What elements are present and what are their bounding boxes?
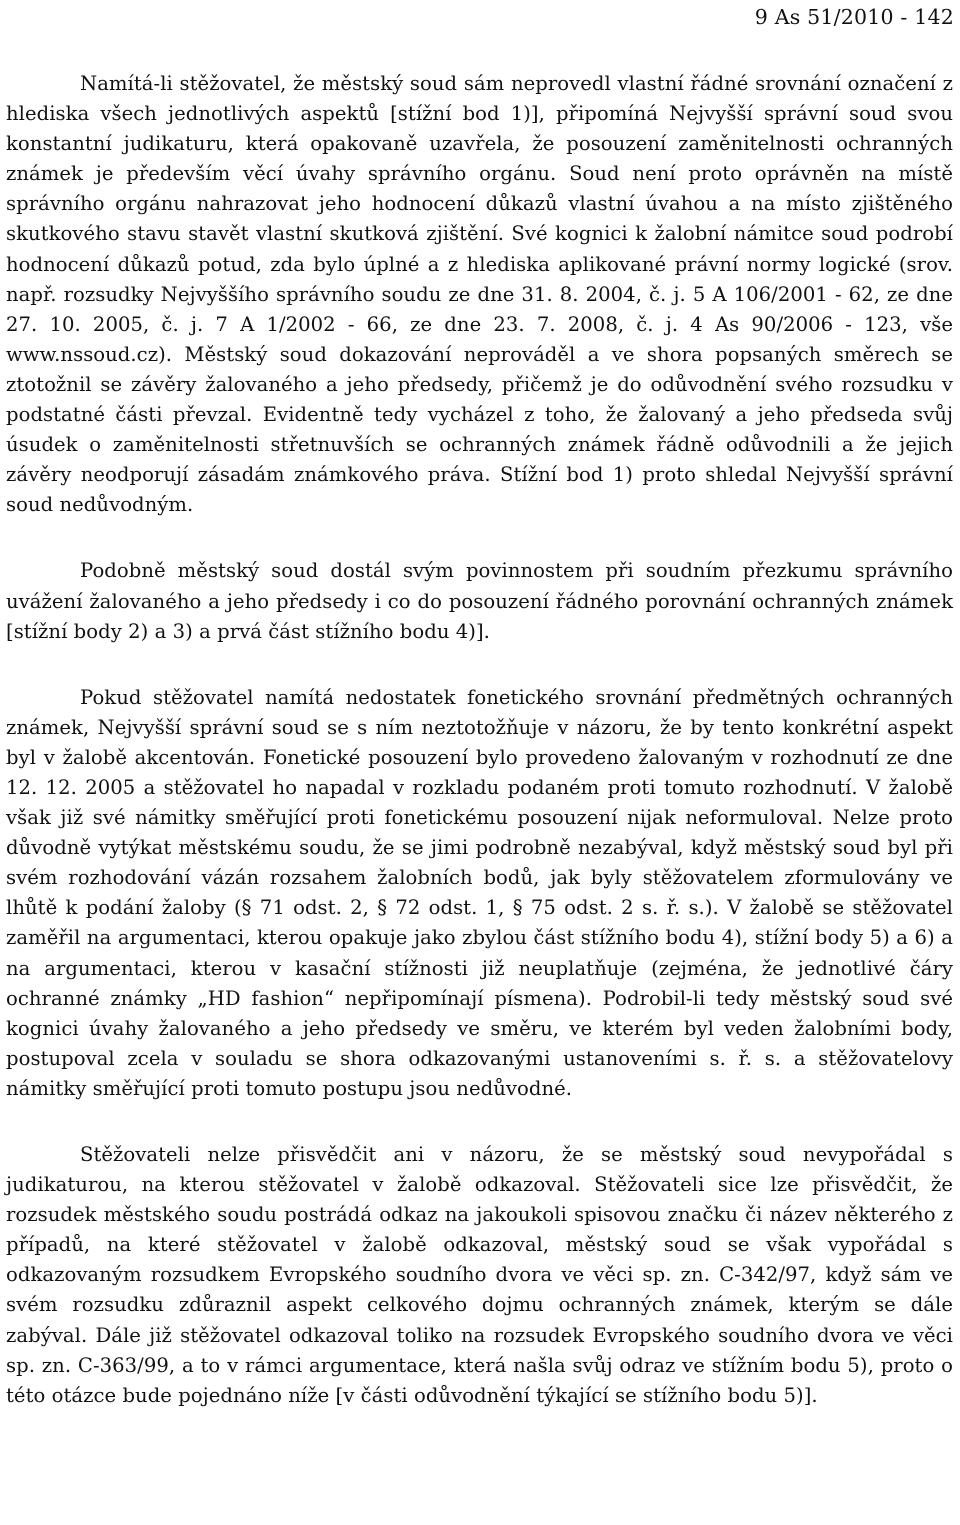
paragraph-3: Pokud stěžovatel namítá nedostatek fonetického srovnání předmětných ochranných známek, Nejvyšší správní soud se s ním neztotožňuje v názoru, že by tento konkrétní aspekt byl v žalobě akcentován. Fonetické posouzení bylo provedeno žalovaným v rozhodnutí ze dne 12. 12. 2005 a stěžovatel ho napadal v rozkladu podaném proti tomuto rozhodnutí. V žalobě však již své námitky směřující proti fonetickému posouzení nijak neformuloval. Nelze proto důvodně vytýkat městskému soudu, že se jimi podrobně nezabýval, když městský soud byl při svém rozhodování vázán rozsahem žalobních bodů, jak byly stěžovatelem zformulovány ve lhůtě k podání žaloby (§ 71 odst. 2, § 72 odst. 1, § 75 odst. 2 s. ř. s.). V žalobě se stěžovatel zaměřil na argumentaci, kterou opakuje jako zbylou část stížního bodu 4), stížní body 5) a 6) a na argumentaci, kterou v kasační stížnosti již neuplatňuje (zejména, že jednotlivé čáry ochranné známky „HD fashion“ nepřipomínají písmena). Podrobil-li tedy městský soud své kognici úvahy žalovaného a jeho předsedy ve směru, ve kterém byl veden žalobními body, postupoval zcela v souladu se shora odkazovanými ustanoveními s. ř. s. a stěžovatelovy námitky směřující proti tomuto postupu jsou nedůvodné. (6, 685, 953, 1100)
document-body (6, 69, 953, 1411)
paragraph-1: Namítá-li stěžovatel, že městský soud sám neprovedl vlastní řádné srovnání označení z hlediska všech jednotlivých aspektů [stížní bod 1)], připomíná Nejvyšší správní soud svou konstantní judikaturu, která opakovaně uzavřela, že posouzení zaměnitelnosti ochranných známek je především věcí úvahy správního orgánu. Soud není proto oprávněn na místě správního orgánu nahrazovat jeho hodnocení důkazů vlastní úvahou a na místo zjištěného skutkového stavu stavět vlastní skutková zjištění. Své kognici k žalobní námitce soud podrobí hodnocení důkazů potud, zda bylo úplné a z hlediska aplikované právní normy logické (srov. např. rozsudky Nejvyššího správního soudu ze dne 31. 8. 2004, č. j. 5 A 106/2001 - 62, ze dne 27. 10. 2005, č. j. 7 A 1/2002 - 66, ze dne 23. 7. 2008, č. j. 4 As 90/2006 - 123, vše www.nssoud.cz). Městský soud dokazování neprováděl a ve shora popsaných směrech se ztotožnil se závěry žalovaného a jeho předsedy, přičemž je do odůvodnění svého rozsudku v podstatné části převzal. Evidentně tedy vycházel z toho, že žalovaný a jeho předseda svůj úsudek o zaměnitelnosti střetnuvších se ochranných známek řádně odůvodnili a že jejich závěry neodporují zásadám známkového práva. Stížní bod 1) proto shledal Nejvyšší správní soud nedůvodným. (6, 72, 953, 517)
page-reference-header: 9 As 51/2010 - 142 (754, 5, 954, 29)
paragraph-2: Podobně městský soud dostál svým povinnostem při soudním přezkumu správního uvážení žalovaného a jeho předsedy i co do posouzení řádného porovnání ochranných známek [stížní body 2) a 3) a prvá část stížního bodu 4)]. (6, 559, 953, 643)
paragraph-4: Stěžovateli nelze přisvědčit ani v názoru, že se městský soud nevypořádal s judikaturou, na kterou stěžovatel v žalobě odkazoval. Stěžovateli sice lze přisvědčit, že rozsudek městského soudu postrádá odkaz na jakoukoli spisovou značku či název některého z případů, na které stěžovatel v žalobě odkazoval, městský soud se však vypořádal s odkazovaným rozsudkem Evropského soudního dvora ve věci sp. zn. C-342/97, když sám ve svém rozsudku zdůraznil aspekt celkového dojmu ochranných známek, kterým se dále zabýval. Dále již stěžovatel odkazoval toliko na rozsudek Evropského soudního dvora ve věci sp. zn. C-363/99, a to v rámci argumentace, která našla svůj odraz ve stížním bodu 5), proto o této otázce bude pojednáno níže [v části odůvodnění týkající se stížního bodu 5)]. (6, 1143, 953, 1407)
